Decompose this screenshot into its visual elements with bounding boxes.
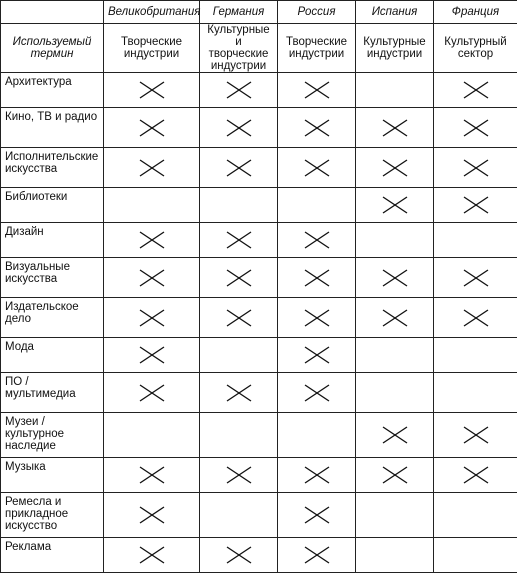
- table-row: [1, 493, 517, 538]
- mark-cell: [200, 298, 278, 338]
- mark-cell: [434, 148, 517, 188]
- mark-cell: [104, 338, 200, 373]
- cross-icon: [382, 119, 408, 137]
- mark-cell: [278, 538, 356, 573]
- cross-icon: [139, 346, 165, 364]
- cross-icon: [382, 426, 408, 444]
- cross-icon: [304, 309, 330, 327]
- cross-icon: [463, 269, 489, 287]
- row-label: Музеи / культурное наследие: [1, 413, 104, 458]
- mark-cell: [200, 108, 278, 148]
- table-row: [1, 73, 517, 108]
- row-label: Мода: [1, 338, 104, 373]
- row-label: Ремесла и прикладное искусство: [1, 493, 104, 538]
- mark-cell: [200, 148, 278, 188]
- cross-icon: [139, 309, 165, 327]
- mark-cell: [104, 413, 200, 458]
- cross-icon: [463, 119, 489, 137]
- term-value: Культурные и творческие индустрии: [200, 24, 278, 73]
- mark-cell: [278, 258, 356, 298]
- cross-icon: [226, 269, 252, 287]
- mark-cell: [356, 188, 434, 223]
- mark-cell: [434, 458, 517, 493]
- mark-cell: [434, 493, 517, 538]
- mark-cell: [104, 493, 200, 538]
- cross-icon: [382, 466, 408, 484]
- mark-cell: [356, 73, 434, 108]
- country-header: Великобритания: [104, 1, 200, 24]
- cross-icon: [304, 231, 330, 249]
- country-header: Германия: [200, 1, 278, 24]
- cross-icon: [226, 231, 252, 249]
- cross-icon: [226, 546, 252, 564]
- mark-cell: [434, 258, 517, 298]
- mark-cell: [200, 258, 278, 298]
- cross-icon: [226, 466, 252, 484]
- mark-cell: [278, 188, 356, 223]
- cross-icon: [304, 119, 330, 137]
- cross-icon: [139, 231, 165, 249]
- table-row: [1, 538, 517, 573]
- mark-cell: [434, 298, 517, 338]
- table-row: [1, 108, 517, 148]
- table-row: [1, 413, 517, 458]
- row-label: Кино, ТВ и радио: [1, 108, 104, 148]
- mark-cell: [356, 223, 434, 258]
- mark-cell: [434, 413, 517, 458]
- cross-icon: [226, 309, 252, 327]
- table-row: [1, 188, 517, 223]
- mark-cell: [200, 413, 278, 458]
- mark-cell: [434, 223, 517, 258]
- mark-cell: [104, 148, 200, 188]
- cross-icon: [382, 309, 408, 327]
- mark-cell: [278, 108, 356, 148]
- table-row: [1, 258, 517, 298]
- mark-cell: [200, 458, 278, 493]
- row-label: Дизайн: [1, 223, 104, 258]
- mark-cell: [200, 188, 278, 223]
- mark-cell: [278, 413, 356, 458]
- mark-cell: [434, 73, 517, 108]
- mark-cell: [104, 108, 200, 148]
- mark-cell: [104, 298, 200, 338]
- row-label: Визуальные искусства: [1, 258, 104, 298]
- cross-icon: [139, 119, 165, 137]
- cross-icon: [139, 466, 165, 484]
- cross-icon: [139, 506, 165, 524]
- cross-icon: [304, 346, 330, 364]
- cross-icon: [139, 384, 165, 402]
- mark-cell: [356, 458, 434, 493]
- row-label: Музыка: [1, 458, 104, 493]
- corner-cell: [1, 1, 104, 24]
- mark-cell: [356, 493, 434, 538]
- cross-icon: [463, 81, 489, 99]
- table-row: [1, 373, 517, 413]
- cross-icon: [226, 384, 252, 402]
- row-label: Реклама: [1, 538, 104, 573]
- mark-cell: [278, 148, 356, 188]
- term-value: Творческие индустрии: [104, 24, 200, 73]
- mark-cell: [104, 223, 200, 258]
- cross-icon: [304, 466, 330, 484]
- country-header: Франция: [434, 1, 517, 24]
- row-label: Издательское дело: [1, 298, 104, 338]
- cross-icon: [139, 546, 165, 564]
- mark-cell: [434, 538, 517, 573]
- mark-cell: [104, 538, 200, 573]
- mark-cell: [104, 373, 200, 413]
- mark-cell: [356, 108, 434, 148]
- cross-icon: [304, 81, 330, 99]
- cross-icon: [463, 466, 489, 484]
- cross-icon: [139, 159, 165, 177]
- cross-icon: [463, 196, 489, 214]
- mark-cell: [104, 73, 200, 108]
- cross-icon: [304, 269, 330, 287]
- mark-cell: [278, 458, 356, 493]
- row-label: Исполнительские искусства: [1, 148, 104, 188]
- cross-icon: [304, 159, 330, 177]
- mark-cell: [200, 538, 278, 573]
- mark-cell: [356, 538, 434, 573]
- cross-icon: [139, 81, 165, 99]
- table-row: [1, 148, 517, 188]
- cross-icon: [463, 159, 489, 177]
- mark-cell: [356, 298, 434, 338]
- mark-cell: [200, 373, 278, 413]
- mark-cell: [434, 188, 517, 223]
- table-row: [1, 223, 517, 258]
- country-header: Испания: [356, 1, 434, 24]
- row-label: Библиотеки: [1, 188, 104, 223]
- cross-icon: [226, 159, 252, 177]
- mark-cell: [356, 413, 434, 458]
- cross-icon: [382, 159, 408, 177]
- table-row: [1, 338, 517, 373]
- term-row: [1, 24, 517, 73]
- mark-cell: [278, 73, 356, 108]
- mark-cell: [278, 298, 356, 338]
- mark-cell: [104, 458, 200, 493]
- mark-cell: [434, 373, 517, 413]
- mark-cell: [356, 338, 434, 373]
- term-value: Культурные индустрии: [356, 24, 434, 73]
- cross-icon: [382, 269, 408, 287]
- cross-icon: [139, 269, 165, 287]
- term-value: Творческие индустрии: [278, 24, 356, 73]
- mark-cell: [104, 258, 200, 298]
- cross-icon: [382, 196, 408, 214]
- mark-cell: [200, 338, 278, 373]
- mark-cell: [200, 223, 278, 258]
- term-value: Культурный сектор: [434, 24, 517, 73]
- cross-icon: [463, 309, 489, 327]
- mark-cell: [278, 373, 356, 413]
- cross-icon: [304, 506, 330, 524]
- table-row: [1, 298, 517, 338]
- mark-cell: [278, 338, 356, 373]
- cross-icon: [304, 384, 330, 402]
- mark-cell: [434, 108, 517, 148]
- mark-cell: [356, 258, 434, 298]
- country-header: Россия: [278, 1, 356, 24]
- mark-cell: [356, 373, 434, 413]
- term-row-label: Используемый термин: [1, 24, 104, 73]
- mark-cell: [200, 493, 278, 538]
- cross-icon: [226, 119, 252, 137]
- table-row: [1, 458, 517, 493]
- cross-icon: [304, 546, 330, 564]
- row-label: ПО / мультимедиа: [1, 373, 104, 413]
- mark-cell: [278, 493, 356, 538]
- cross-icon: [463, 426, 489, 444]
- mark-cell: [356, 148, 434, 188]
- mark-cell: [278, 223, 356, 258]
- country-header-row: [1, 1, 517, 24]
- row-label: Архитектура: [1, 73, 104, 108]
- mark-cell: [434, 338, 517, 373]
- mark-cell: [104, 188, 200, 223]
- mark-cell: [200, 73, 278, 108]
- cross-icon: [226, 81, 252, 99]
